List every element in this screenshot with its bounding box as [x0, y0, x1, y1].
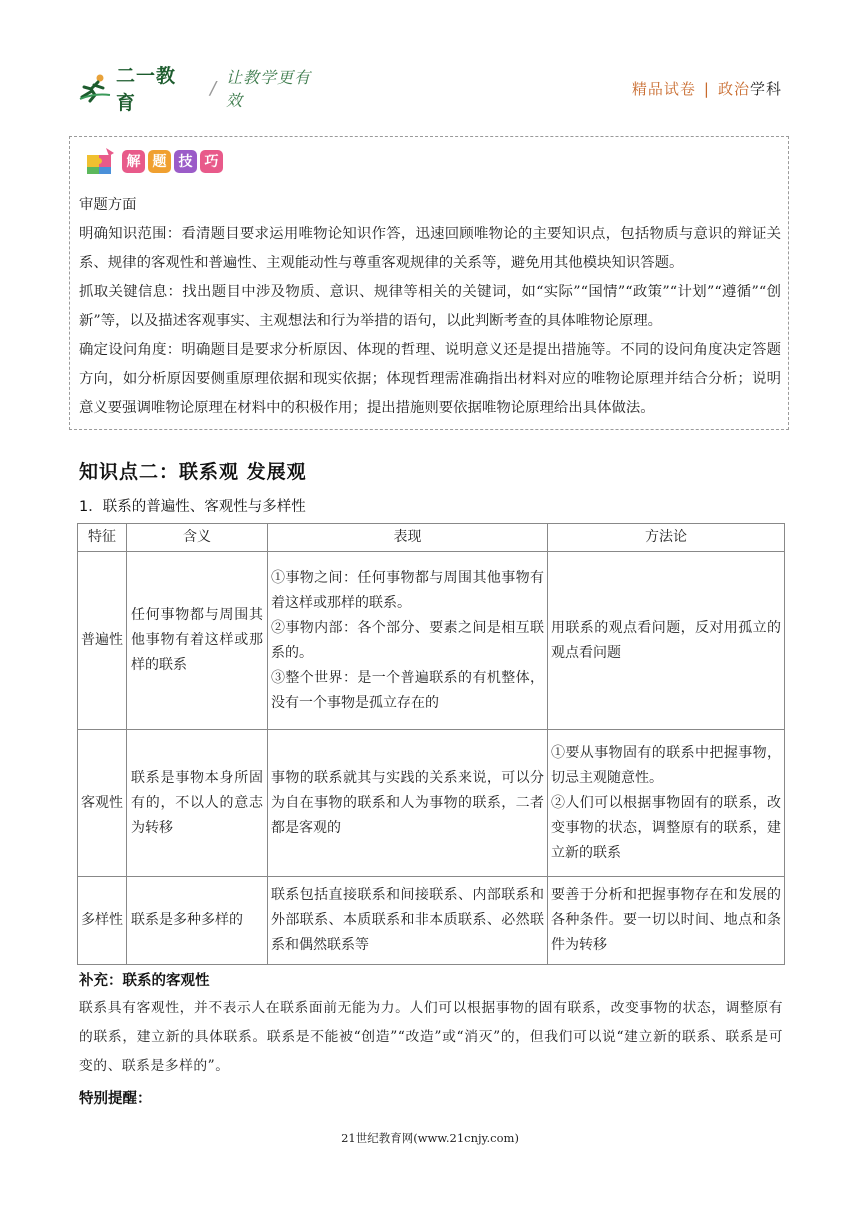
page-header: [0, 0, 860, 120]
knowledge-table: [77, 523, 785, 965]
meaning-cell: 任何事物都与周围其他事物有着这样或那样的联系: [127, 552, 268, 730]
method-line: 要善于分析和把握事物存在和发展的各种条件。要一切以时间、地点和条件为转移: [551, 887, 781, 953]
method-line: 用联系的观点看问题，反对用孤立的观点看问题: [551, 619, 781, 661]
brand-name: 二一教育: [115, 65, 176, 114]
slogan: 让教学更有效: [226, 68, 312, 110]
performance-cell: [268, 552, 548, 730]
method-cell: [548, 552, 785, 730]
tips-title-char: 题: [148, 150, 171, 173]
feature-cell: 普遍性: [78, 552, 127, 730]
feature-cell: 客观性: [78, 730, 127, 877]
method-line: ①要从事物固有的联系中把握事物，切忌主观随意性。: [551, 744, 781, 786]
method-cell: [548, 730, 785, 877]
header-separator: |: [703, 80, 710, 98]
running-figure-logo-icon: [78, 73, 112, 103]
performance-line: 联系包括直接联系和间接联系、内部联系和外部联系、本质联系和非本质联系、必然联系和偶然联系等: [271, 887, 544, 953]
method-line: ②人们可以根据事物固有的联系，改变事物的状态，调整原有的联系，建立新的联系: [551, 794, 781, 861]
table-header-row: [78, 524, 785, 552]
table-header-cell: 含义: [127, 524, 268, 552]
site-logo[interactable]: [78, 65, 328, 114]
tips-title-char: 技: [174, 150, 197, 173]
table-row: [78, 730, 785, 877]
table-row: [78, 877, 785, 965]
note-title: 特别提醒：: [79, 1091, 152, 1107]
header-slash: /: [209, 77, 217, 99]
table-header-cell: 特征: [78, 524, 127, 552]
table-header-cell: 方法论: [548, 524, 785, 552]
feature-cell: 多样性: [78, 877, 127, 965]
section-title: 知识点二：联系观 发展观: [79, 461, 307, 483]
tips-title: [122, 150, 226, 173]
supplement-body: 联系具有客观性，并不表示人在联系面前无能为力。人们可以根据事物的固有联系，改变事物的状态，调整原有的联系，建立新的具体联系。联系是不能被“创造”“改造”或“消灭”的，但我们可以说“建立新的联系、联系是可变的、联系是多样的”。: [79, 1000, 783, 1074]
puzzle-icon: [86, 147, 118, 175]
section-subtitle: 1．联系的普遍性、客观性与多样性: [79, 499, 306, 515]
tips-heading: [86, 147, 226, 175]
tips-paragraph: 确定设问角度：明确题目是要求分析原因、体现的哲理、说明意义还是提出措施等。不同的设问角度决定答题方向，如分析原因要侧重原理依据和现实依据；体现哲理需准确指出材料对应的唯物论原理并结合分析；说明意义要强调唯物论原理在材料中的积极作用；提出措施则要依据唯物论原理给出具体做法。: [79, 342, 781, 416]
method-cell: [548, 877, 785, 965]
tips-paragraph: 明确知识范围：看清题目要求运用唯物论知识作答，迅速回顾唯物论的主要知识点，包括物质与意识的辩证关系、规律的客观性和普遍性、主观能动性与尊重客观规律的关系等，避免用其他模块知识答题。: [79, 226, 781, 271]
performance-cell: [268, 877, 548, 965]
meaning-cell: 联系是事物本身所固有的，不以人的意志为转移: [127, 730, 268, 877]
performance-line: 事物的联系就其与实践的关系来说，可以分为自在事物的联系和人为事物的联系，二者都是客观的: [271, 769, 544, 836]
header-subject: [632, 78, 782, 99]
tips-paragraph: 审题方面: [79, 197, 137, 213]
supplement-title: 补充：联系的客观性: [79, 973, 210, 989]
performance-line: ③整个世界：是一个普遍联系的有机整体，没有一个事物是孤立存在的: [271, 669, 544, 711]
tips-body: [79, 191, 781, 423]
subject-suffix: 学科: [749, 80, 782, 98]
tips-title-char: 巧: [200, 150, 223, 173]
table-header-cell: 表现: [268, 524, 548, 552]
performance-line: ①事物之间：任何事物都与周围其他事物有着这样或那样的联系。: [271, 569, 544, 611]
meaning-cell: 联系是多种多样的: [127, 877, 268, 965]
tips-box: [69, 136, 789, 430]
tips-title-char: 解: [122, 150, 145, 173]
table-row: [78, 552, 785, 730]
tips-paragraph: 抓取关键信息：找出题目中涉及物质、意识、规律等相关的关键词，如“实际”“国情”“政策”“计划”“遵循”“创新”等，以及描述客观事实、主观想法和行为举措的语句，以此判断考查的具体唯物论原理。: [79, 284, 781, 329]
performance-line: ②事物内部：各个部分、要素之间是相互联系的。: [271, 619, 544, 661]
performance-cell: [268, 730, 548, 877]
page-footer: 21世纪教育网(www.21cnjy.com): [341, 1131, 519, 1145]
subject-name: 政治: [717, 80, 750, 98]
exam-type-label: 精品试卷: [631, 80, 696, 98]
